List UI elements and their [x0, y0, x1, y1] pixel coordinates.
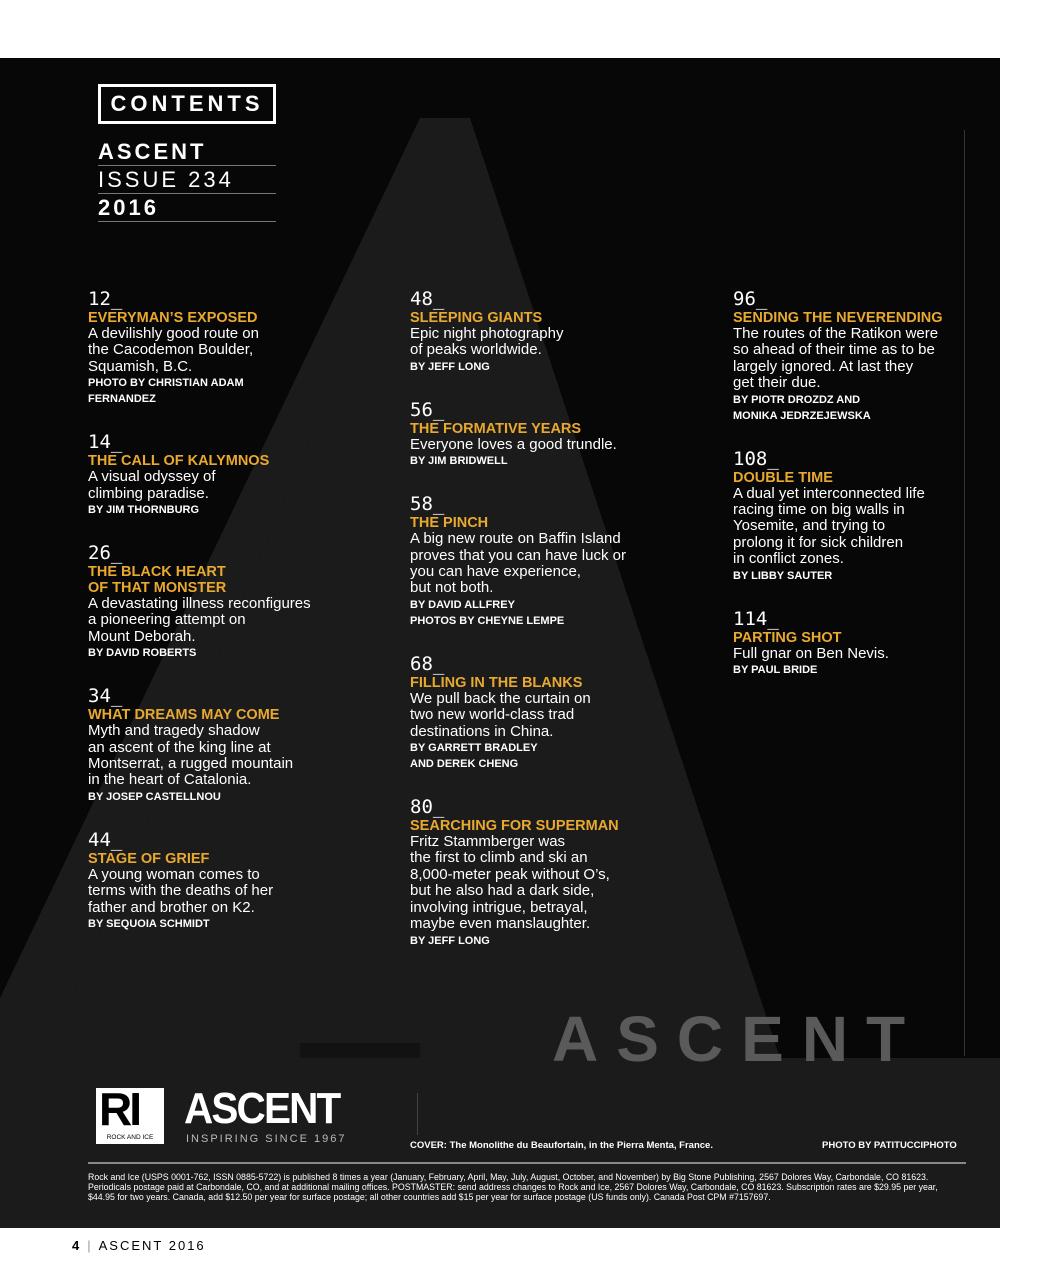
article-description: A devilishly good route on the Cacodemon Boulder, Squamish, B.C.	[88, 325, 259, 375]
article-description: Full gnar on Ben Nevis.	[733, 644, 889, 662]
article-credit: BY JOSEP CASTELLNOU	[88, 790, 221, 803]
toc-column-3	[733, 288, 993, 702]
issue-info	[98, 138, 276, 222]
page-footer-label: ASCENT 2016	[98, 1238, 206, 1253]
cover-caption: COVER: The Monolithe du Beaufortain, in the Pierra Menta, France.	[410, 1140, 713, 1151]
toc-entry[interactable]	[410, 796, 710, 948]
article-credit: PHOTO BY CHRISTIAN ADAM FERNANDEZ	[88, 377, 244, 406]
toc-entry[interactable]	[733, 448, 993, 584]
page-number: 96_	[733, 288, 768, 310]
article-credit: BY JIM BRIDWELL	[410, 455, 508, 468]
page-number: 26_	[88, 542, 123, 565]
article-description: Everyone loves a good trundle.	[410, 435, 617, 453]
rock-and-ice-logo[interactable]	[96, 1083, 164, 1144]
brand-tagline: INSPIRING SINCE 1967	[186, 1133, 347, 1145]
cover-photo-credit: PHOTO BY PATITUCCIPHOTO	[822, 1140, 957, 1151]
toc-entry[interactable]	[88, 685, 388, 805]
toc-entry[interactable]	[88, 288, 388, 407]
ascent-watermark: ASCENT	[552, 1003, 924, 1075]
toc-entry[interactable]	[88, 542, 388, 661]
page-number: 68_	[410, 652, 445, 675]
article-credit: BY PAUL BRIDE	[733, 664, 818, 677]
footer-rule	[88, 1162, 966, 1164]
article-title: THE FORMATIVE YEARS	[410, 420, 582, 437]
article-title: PARTING SHOT	[733, 629, 842, 646]
issue-year: 2016	[98, 194, 276, 222]
article-description: We pull back the curtain on two new world-class trad destinations in China.	[410, 689, 591, 740]
article-description: A young woman comes to terms with the deaths of her father and brother on K2.	[88, 865, 274, 916]
page-number: 56_	[410, 398, 445, 421]
toc-entry[interactable]	[733, 288, 993, 424]
article-description: A devastating illness reconfigures a pioneering attempt on Mount Deborah.	[88, 595, 311, 645]
article-description: Fritz Stammberger was the first to climb and ski an 8,000-meter peak without O’s, but he also had a dark side, involving intrigue, betrayal, maybe even manslaughter.	[410, 833, 610, 933]
page-number: 48_	[410, 288, 445, 310]
toc-entry[interactable]	[410, 399, 710, 469]
article-description: The routes of the Ratikon were so ahead of their time as to be largely ignored. At last they get their due.	[733, 325, 939, 392]
page-number: 108_	[733, 447, 779, 470]
article-credit: BY DAVID ROBERTS	[88, 647, 197, 660]
toc-entry[interactable]	[410, 288, 710, 375]
article-credit: BY PIOTR DROZDZ AND MONIKA JEDRZEJEWSKA	[733, 393, 871, 422]
footer-separator: |	[87, 1238, 93, 1253]
article-title: FILLING IN THE BLANKS	[410, 674, 583, 691]
ri-logo-subtitle: ROCK AND ICE	[106, 1134, 154, 1141]
toc-entry[interactable]	[410, 493, 710, 629]
article-title: SENDING THE NEVERENDING	[733, 310, 943, 326]
article-credit: BY JEFF LONG	[410, 360, 490, 373]
article-title: DOUBLE TIME	[733, 469, 833, 486]
article-credit: BY GARRETT BRADLEY AND DEREK CHENG	[410, 742, 538, 771]
article-description: A dual yet interconnected life racing time on big walls in Yosemite, and trying to prolong it for sick children in conflict zones.	[733, 484, 925, 568]
article-credit: BY LIBBY SAUTER	[733, 569, 833, 582]
article-title: SLEEPING GIANTS	[410, 310, 543, 326]
article-credit: BY DAVID ALLFREY PHOTOS BY CHEYNE LEMPE	[410, 598, 565, 627]
magazine-name: ASCENT	[98, 138, 276, 166]
article-credit: BY JIM THORNBURG	[88, 504, 200, 517]
toc-entry[interactable]	[88, 829, 388, 932]
article-description: A big new route on Baffin Island proves that you can have luck or you can have experience, but not both.	[410, 530, 626, 597]
contents-heading: CONTENTS	[98, 84, 276, 124]
page-number: 14_	[88, 431, 123, 454]
issue-number: ISSUE 234	[98, 166, 276, 194]
page-number-footer: 4	[72, 1238, 82, 1253]
page-number: 80_	[410, 796, 445, 819]
article-title: EVERYMAN’S EXPOSED	[88, 310, 258, 326]
toc-entry[interactable]	[88, 431, 388, 518]
article-title: STAGE OF GRIEF	[88, 850, 210, 867]
article-credit: BY JEFF LONG	[410, 934, 490, 947]
article-description: Myth and tragedy shadow an ascent of the king line at Montserrat, a rugged mountain in the heart of Catalonia.	[88, 722, 294, 789]
page-number: 12_	[88, 288, 123, 310]
page-number: 44_	[88, 828, 123, 851]
article-title: SEARCHING FOR SUPERMAN	[410, 818, 619, 835]
article-credit: BY SEQUOIA SCHMIDT	[88, 918, 210, 931]
toc-column-1	[88, 288, 388, 956]
toc-entry[interactable]	[733, 608, 993, 678]
ri-logo-letters: RI	[99, 1083, 139, 1135]
ascent-brand-logo[interactable]: ASCENT	[184, 1084, 340, 1133]
contents-panel	[0, 58, 1000, 1228]
publication-legal-notice: Rock and Ice (USPS 0001-762, ISSN 0885-5722) is published 8 times a year (January, February, April, May, July, August, October, and November) by Big Stone Publishing, 2567 Dolores Way, Carbondale, CO 81623. Periodicals postage paid at Carbondale, CO, and at additional mailing offices. POSTMASTER: send address changes to Rock and Ice, 2567 Dolores Way, Carbondale, CO 81623. Subscription rates are $29.95 per year, $44.95 for two years. Canada, add $12.50 per year for surface postage; all other countries add $15 per year for surface postage (US funds only). Canada Post CPM #7157697.	[88, 1172, 938, 1202]
footer-divider	[417, 1093, 418, 1135]
article-description: A visual odyssey of climbing paradise.	[88, 468, 216, 502]
page-number: 34_	[88, 685, 123, 708]
page-number: 58_	[410, 493, 445, 516]
article-title: THE PINCH	[410, 515, 489, 532]
page-number: 114_	[733, 607, 779, 630]
article-description: Epic night photography of peaks worldwide.	[410, 325, 564, 359]
article-title: WHAT DREAMS MAY COME	[88, 707, 280, 724]
toc-entry[interactable]	[410, 653, 710, 772]
page-footer	[72, 1238, 206, 1253]
article-title: THE BLACK HEART OF THAT MONSTER	[88, 564, 227, 597]
toc-column-2	[410, 288, 710, 973]
article-title: THE CALL OF KALYMNOS	[88, 453, 270, 470]
